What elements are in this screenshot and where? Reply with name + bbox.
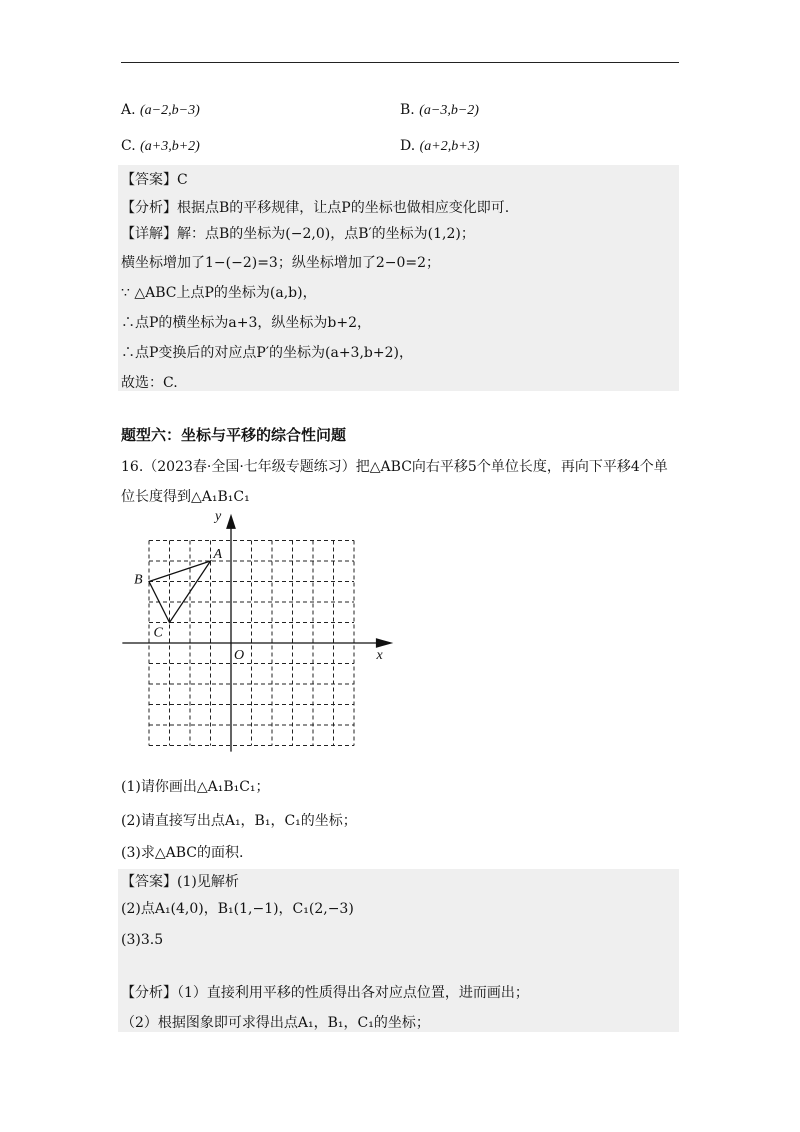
detail-line-3: ∵ △ABC上点P的坐标为(a,b)， (121, 285, 317, 301)
analysis-line: 【分析】根据点B的平移规律，让点P的坐标也做相应变化即可. (121, 200, 510, 216)
triangle-abc (149, 561, 211, 623)
answer2-line-3: (3)3.5 (121, 932, 164, 948)
analysis2-line-2: （2）根据图象即可求得出点A₁，B₁，C₁的坐标； (121, 1015, 430, 1031)
detail-line-4: ∴点P的横坐标为a+3，纵坐标为b+2， (121, 315, 372, 331)
sub-question-3: (3)求△ABC的面积. (121, 845, 244, 861)
option-c: C. (a+3,b+2) (121, 138, 200, 154)
detail-line-6: 故选：C. (121, 375, 178, 391)
detail-line-2: 横坐标增加了1−(−2)=3；纵坐标增加了2−0=2； (121, 255, 441, 271)
section-heading: 题型六：坐标与平移的综合性问题 (121, 426, 347, 444)
point-a-label: A (213, 547, 223, 562)
option-d: D. (a+2,b+3) (400, 138, 480, 154)
answer-line: 【答案】C (121, 172, 188, 188)
origin-label: O (234, 648, 245, 663)
detail-line-5: ∴点P变换后的对应点P′的坐标为(a+3,b+2)， (121, 345, 413, 361)
analysis2-line-1: 【分析】（1）直接利用平移的性质得出各对应点位置，进而画出； (121, 985, 529, 1001)
answer2-line-2: (2)点A₁(4,0)，B₁(1,−1)，C₁(2,−3) (121, 901, 354, 917)
detail-line: 【详解】解：点B的坐标为(−2,0)，点B′的坐标为(1,2)； (121, 226, 475, 242)
answer-block-2 (118, 869, 679, 1032)
point-c-label: C (153, 625, 163, 641)
option-b: B. (a−3,b−2) (400, 102, 479, 118)
y-axis-label: y (215, 509, 222, 524)
sub-question-2: (2)请直接写出点A₁，B₁，C₁的坐标； (121, 813, 357, 829)
question-16-line-2: 位长度得到△A₁B₁C₁ (121, 489, 250, 505)
x-axis-label: x (376, 648, 383, 663)
point-b-label: B (134, 572, 143, 588)
option-a: A. (a−2,b−3) (121, 102, 200, 118)
y-axis-arrow (227, 516, 235, 528)
x-axis-arrow (377, 639, 391, 647)
sub-question-1: (1)请你画出△A₁B₁C₁； (121, 779, 270, 795)
answer2-line-1: 【答案】(1)见解析 (121, 874, 239, 890)
question-16-line-1: 16.（2023春·全国·七年级专题练习）把△ABC向右平移5个单位长度，再向下平移4个单 (121, 459, 668, 475)
